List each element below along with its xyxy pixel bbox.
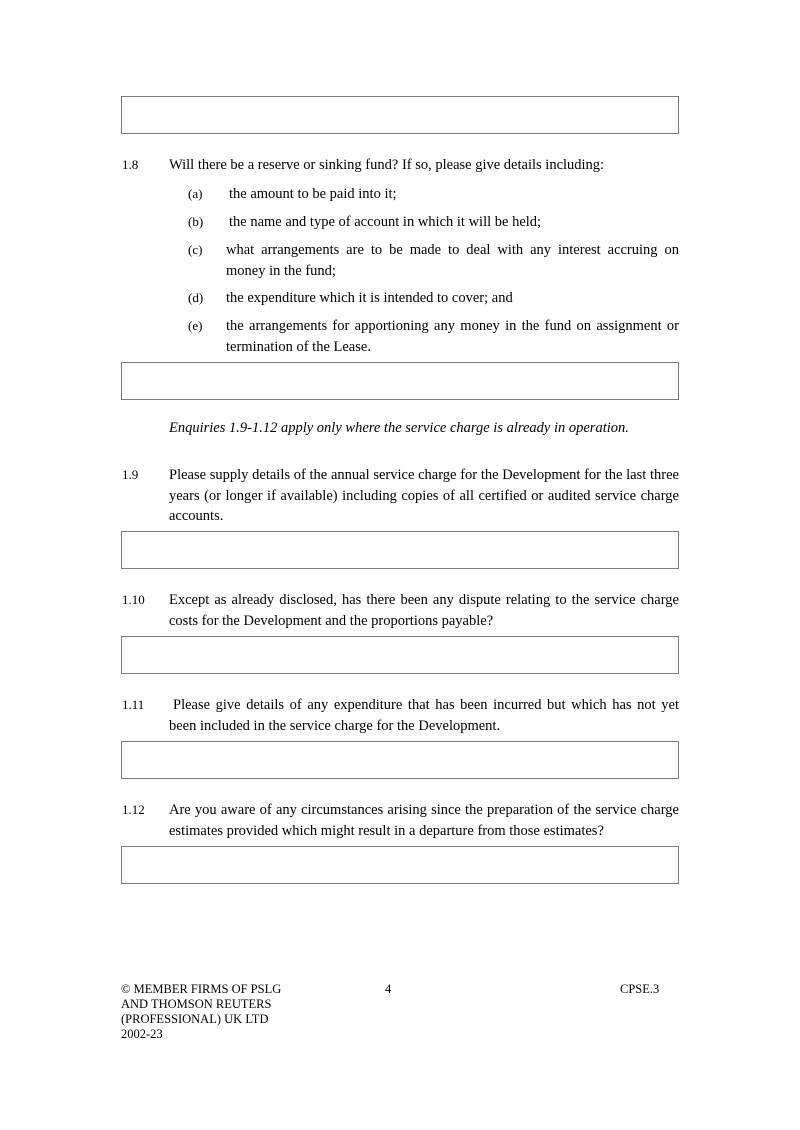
enquiries-note: Enquiries 1.9-1.12 apply only where the service charge is already in operation.	[169, 420, 629, 436]
sub-item-text-d: the expenditure which it is intended to cover; and	[226, 290, 513, 306]
enquiry-number-1-10: 1.10	[122, 592, 145, 607]
enquiry-number-1-9: 1.9	[122, 467, 139, 482]
answer-box-1-9[interactable]	[121, 531, 679, 569]
copyright-line: 2002-23	[121, 1027, 163, 1041]
sub-item-label-c: (c)	[188, 242, 203, 257]
sub-item-label-d: (d)	[188, 290, 204, 305]
enquiry-text-1-8: Will there be a reserve or sinking fund? If so, please give details including:	[169, 157, 605, 173]
enquiry-text-1-12: Are you aware of any circumstances arising since the preparation of the service charge estimates provided which might result in a departure from those estimates?	[169, 802, 679, 839]
answer-box-1-11[interactable]	[121, 741, 679, 779]
sub-item-text-a: the amount to be paid into it;	[229, 186, 397, 202]
sub-item-label-b: (b)	[188, 214, 204, 229]
page-number: 4	[385, 982, 392, 996]
sub-item-label-e: (e)	[188, 318, 203, 333]
sub-item-text-c: what arrangements are to be made to deal with any interest accruing on money in the fund;	[226, 242, 679, 279]
answer-box-previous[interactable]	[121, 96, 679, 134]
enquiry-text-1-11: Please give details of any expenditure that has been incurred but which has not yet been included in the service charge for the Development.	[169, 697, 679, 734]
sub-item-text-e: the arrangements for apportioning any money in the fund on assignment or termination of the Lease.	[226, 318, 679, 355]
copyright-line: AND THOMSON REUTERS	[121, 997, 272, 1011]
sub-item-text-b: the name and type of account in which it will be held;	[229, 214, 542, 230]
enquiry-text-1-10: Except as already disclosed, has there been any dispute relating to the service charge costs for the Development and the proportions payable?	[169, 592, 679, 629]
footer-copyright	[121, 982, 281, 1042]
enquiry-text-1-9: Please supply details of the annual service charge for the Development for the last three years (or longer if available) including copies of all certified or audited service charge accounts.	[169, 467, 679, 524]
answer-box-1-8[interactable]	[121, 362, 679, 400]
enquiry-number-1-8: 1.8	[122, 157, 139, 172]
answer-box-1-12[interactable]	[121, 846, 679, 884]
answer-box-1-10[interactable]	[121, 636, 679, 674]
copyright-line: © MEMBER FIRMS OF PSLG	[121, 982, 282, 996]
form-code: CPSE.3	[620, 982, 660, 996]
copyright-line: (PROFESSIONAL) UK LTD	[121, 1012, 269, 1026]
sub-item-label-a: (a)	[188, 186, 203, 201]
enquiry-number-1-11: 1.11	[122, 697, 145, 712]
enquiry-number-1-12: 1.12	[122, 802, 145, 817]
